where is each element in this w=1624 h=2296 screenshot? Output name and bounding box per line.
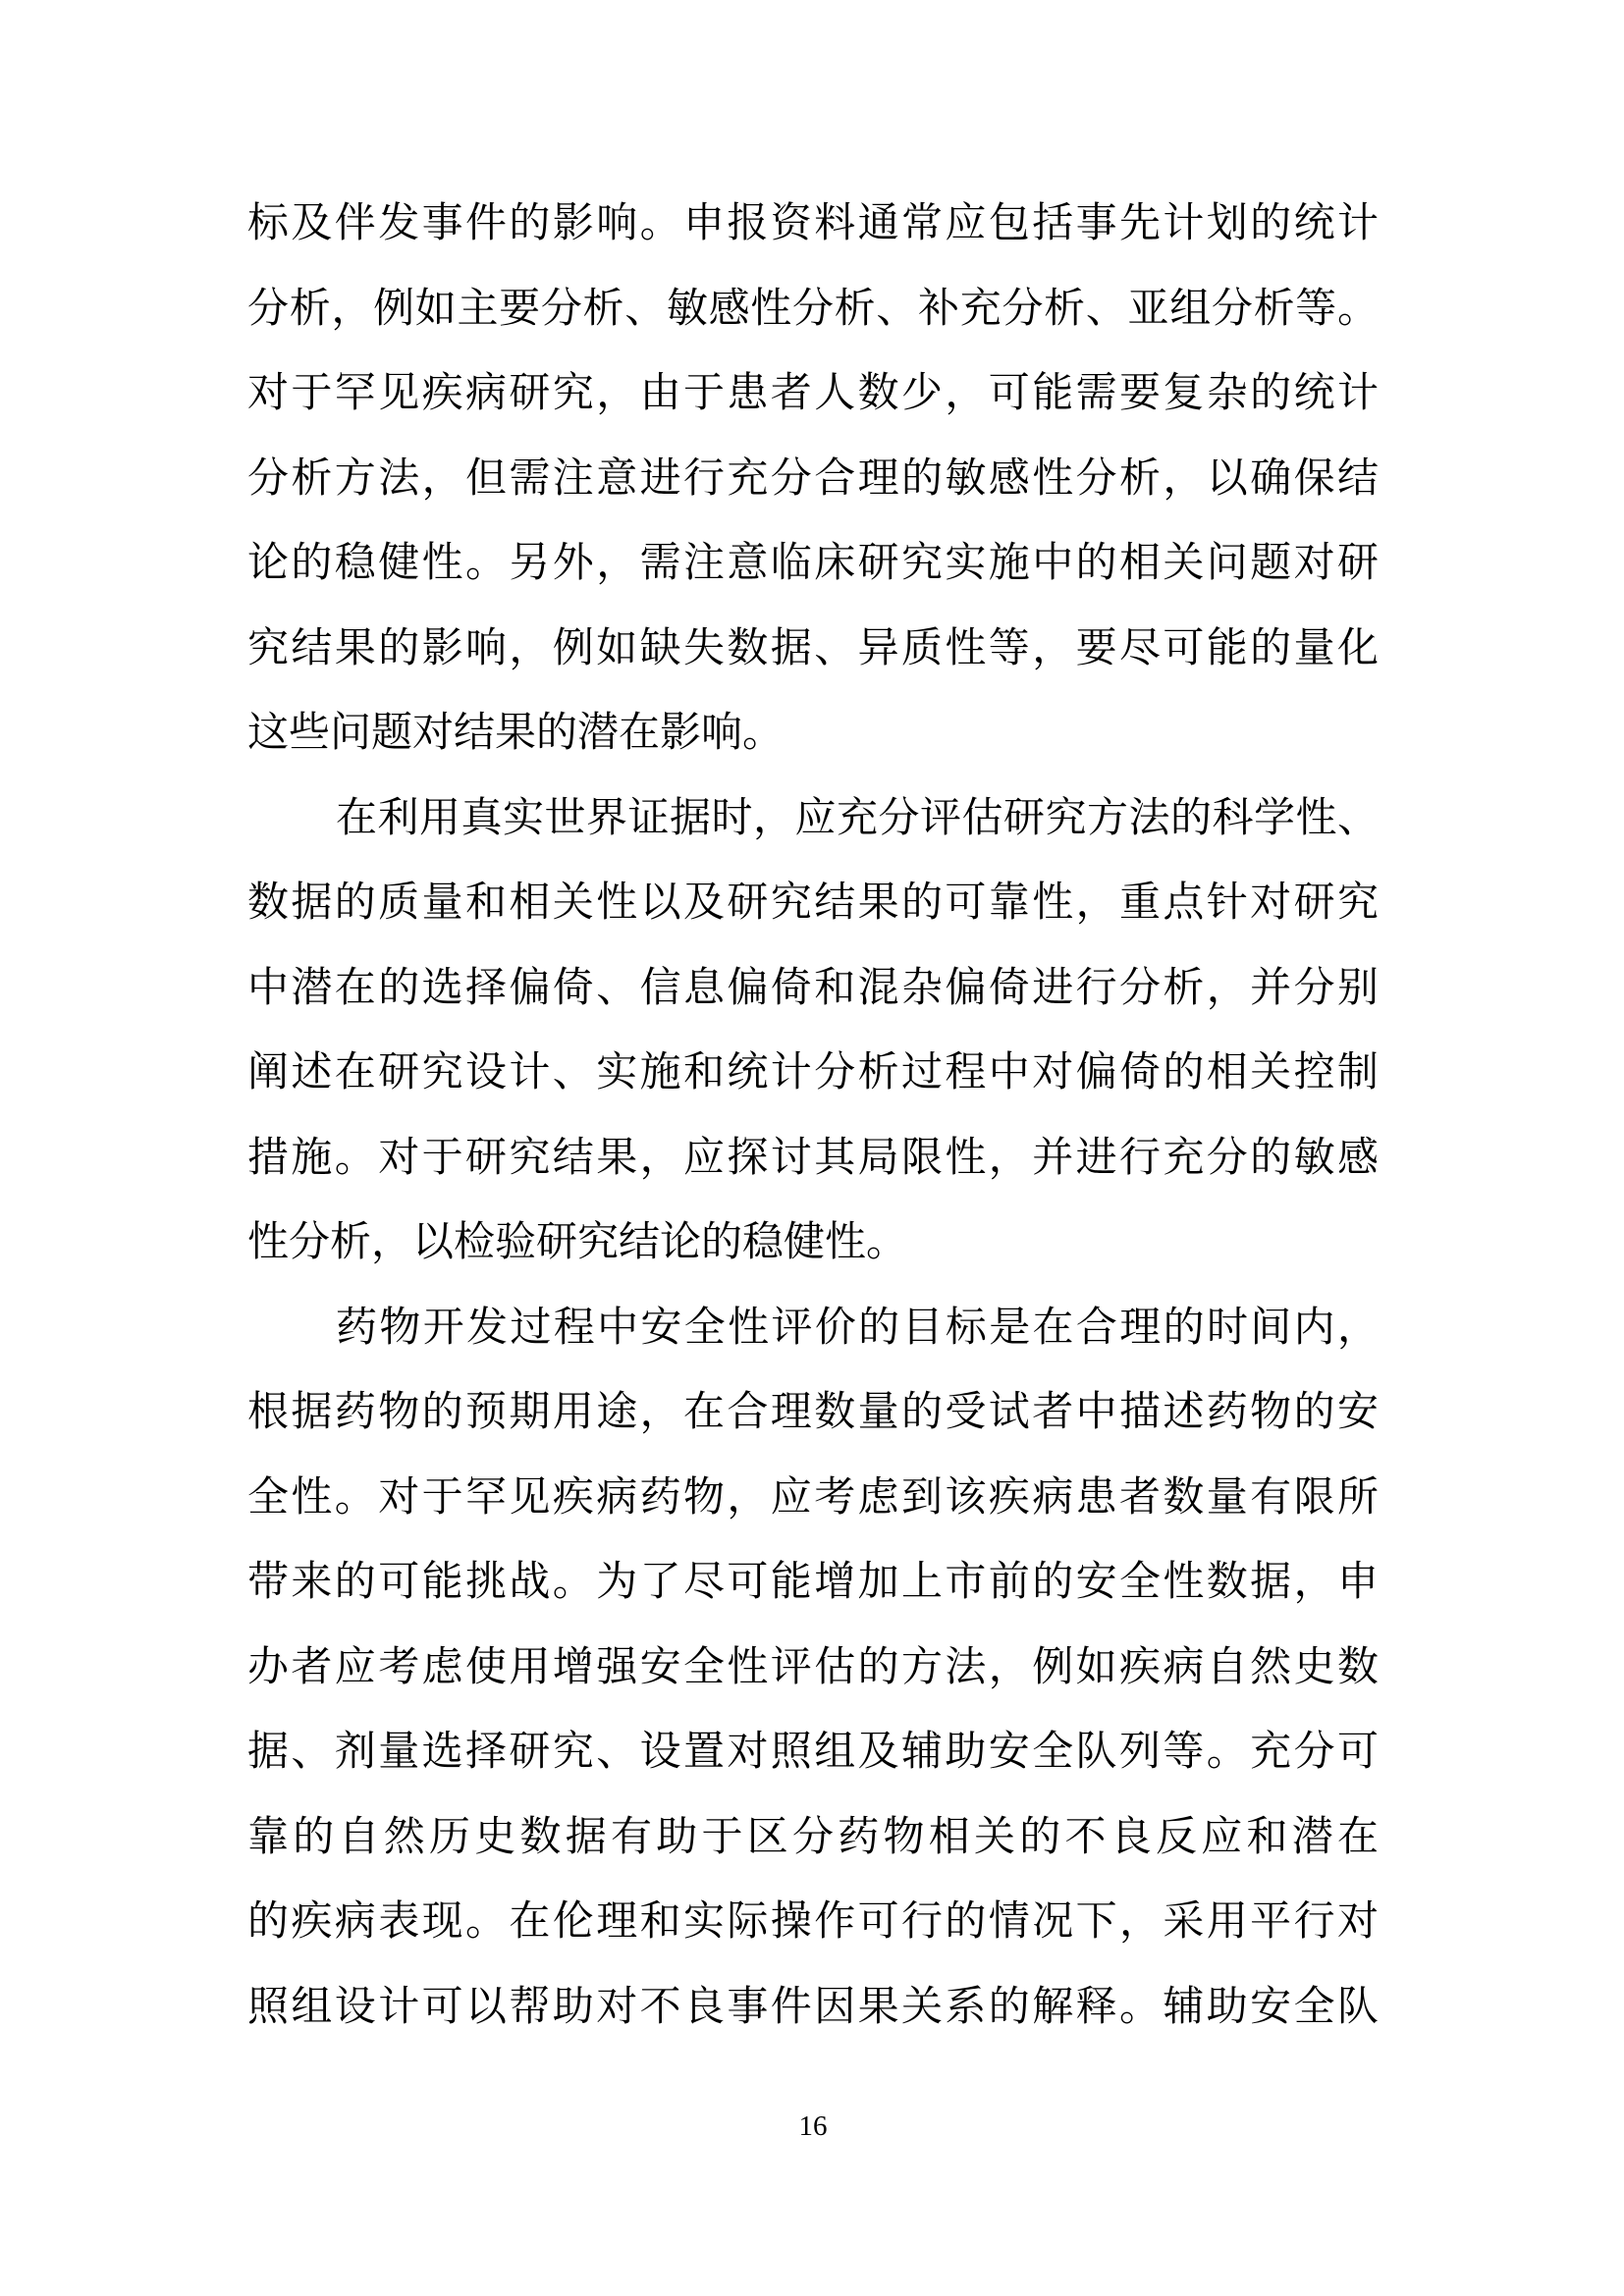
text-line: 的疾病表现。在伦理和实际操作可行的情况下，采用平行对 xyxy=(247,1899,1379,1945)
text-line: 药物开发过程中安全性评价的目标是在合理的时间内， xyxy=(336,1305,1379,1351)
text-lines xyxy=(247,182,1379,2050)
text-line: 据、剂量选择研究、设置对照组及辅助安全队列等。充分可 xyxy=(247,1730,1379,1775)
text-line: 措施。对于研究结果，应探讨其局限性，并进行充分的敏感 xyxy=(247,1135,1379,1181)
text-line: 在利用真实世界证据时，应充分评估研究方法的科学性、 xyxy=(336,795,1379,841)
text-line: 对于罕见疾病研究，由于患者人数少，可能需要复杂的统计 xyxy=(247,371,1379,416)
text-line: 办者应考虑使用增强安全性评估的方法，例如疾病自然史数 xyxy=(247,1644,1379,1690)
text-line: 照组设计可以帮助对不良事件因果关系的解释。辅助安全队 xyxy=(247,1984,1379,2030)
text-line: 阐述在研究设计、实施和统计分析过程中对偏倚的相关控制 xyxy=(247,1050,1379,1095)
text-line: 根据药物的预期用途，在合理数量的受试者中描述药物的安 xyxy=(247,1390,1379,1435)
text-line: 分析，例如主要分析、敏感性分析、补充分析、亚组分析等。 xyxy=(247,286,1379,332)
text-line: 分析方法，但需注意进行充分合理的敏感性分析，以确保结 xyxy=(247,455,1379,502)
text-line: 数据的质量和相关性以及研究结果的可靠性，重点针对研究 xyxy=(247,881,1379,926)
text-line: 靠的自然历史数据有助于区分药物相关的不良反应和潜在 xyxy=(247,1814,1379,1860)
text-line: 这些问题对结果的潜在影响。 xyxy=(247,711,785,756)
text-line: 性分析，以检验研究结论的稳健性。 xyxy=(247,1220,908,1265)
text-line: 论的稳健性。另外，需注意临床研究实施中的相关问题对研 xyxy=(247,541,1379,586)
page-number: 16 xyxy=(798,2110,828,2142)
text-line: 全性。对于罕见疾病药物，应考虑到该疾病患者数量有限所 xyxy=(247,1474,1379,1521)
text-line: 标及伴发事件的影响。申报资料通常应包括事先计划的统计 xyxy=(247,201,1379,246)
text-line: 究结果的影响，例如缺失数据、异质性等，要尽可能的量化 xyxy=(247,625,1379,671)
text-line: 中潜在的选择偏倚、信息偏倚和混杂偏倚进行分析，并分别 xyxy=(247,965,1379,1011)
text-line: 带来的可能挑战。为了尽可能增加上市前的安全性数据，申 xyxy=(247,1560,1379,1605)
